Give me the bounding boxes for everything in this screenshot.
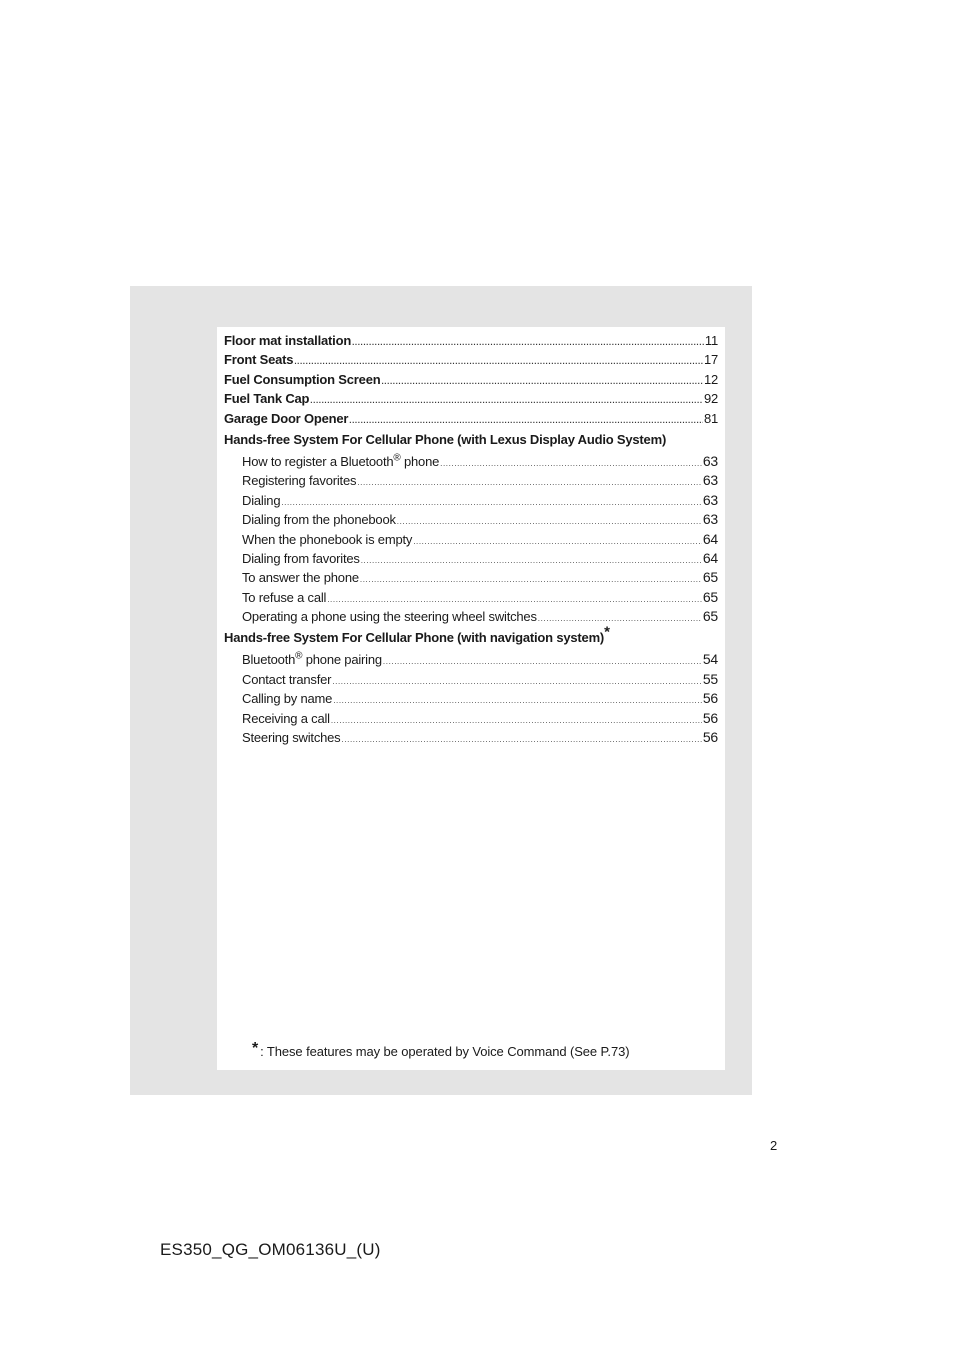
footnote-asterisk: * — [252, 1040, 259, 1057]
toc-subentry-page: 56 — [702, 709, 718, 726]
toc-section-heading[interactable]: Hands-free System For Cellular Phone (with navigation system)* — [224, 624, 610, 646]
toc-entry-page: 92 — [703, 391, 718, 407]
toc-subentry-label: Registering favorites — [242, 473, 357, 489]
toc-subentry[interactable] — [224, 531, 718, 550]
dot-leader — [349, 416, 703, 425]
toc-subentry-page: 65 — [702, 588, 718, 605]
toc-subentry-label: How to register a Bluetooth® phone — [242, 452, 440, 469]
toc-subentry-label: Steering switches — [242, 730, 341, 746]
toc-entry-label: Floor mat installation — [224, 333, 352, 348]
toc-subentry[interactable] — [224, 651, 718, 670]
dot-leader — [440, 459, 702, 468]
toc-subentry[interactable] — [224, 472, 718, 491]
toc-subentry-page: 65 — [702, 608, 718, 625]
toc-subentry-page: 63 — [702, 452, 718, 469]
toc-subentry-page: 63 — [702, 491, 718, 508]
toc-subentry[interactable] — [224, 511, 718, 530]
toc-subentry-label: Contact transfer — [242, 671, 332, 687]
toc-entry[interactable] — [224, 411, 718, 430]
dot-leader — [361, 556, 702, 565]
dot-leader — [381, 377, 702, 386]
toc-subentry-page: 63 — [702, 511, 718, 528]
toc-subentry-label: Operating a phone using the steering wheel switches — [242, 609, 537, 625]
toc-subentry-page: 63 — [702, 472, 718, 489]
toc-subentry[interactable] — [224, 710, 718, 729]
toc-subentry-page: 56 — [702, 690, 718, 707]
toc-subentry[interactable] — [224, 492, 718, 511]
toc-subentry-label: Dialing — [242, 492, 281, 508]
toc-subentry-label: Dialing from favorites — [242, 550, 360, 566]
toc-entry-label: Fuel Consumption Screen — [224, 371, 381, 387]
toc-subentry-label: Calling by name — [242, 691, 333, 707]
dot-leader — [383, 657, 702, 666]
toc-section-heading[interactable]: Hands-free System For Cellular Phone (with Lexus Display Audio System) — [224, 431, 667, 447]
toc-entry-page: 17 — [703, 352, 718, 368]
toc-subentry-page: 64 — [702, 549, 718, 566]
page-number: 2 — [770, 1138, 778, 1153]
toc-subentry-page: 56 — [702, 729, 718, 746]
dot-leader — [357, 478, 702, 487]
toc-subentry[interactable] — [224, 608, 718, 627]
dot-leader — [360, 575, 702, 584]
toc-subentry-label: To refuse a call — [242, 589, 327, 605]
toc-entry-label: Front Seats — [224, 352, 294, 368]
toc-subentry[interactable] — [224, 550, 718, 569]
toc-subentry[interactable] — [224, 589, 718, 608]
toc-entry-page: 81 — [703, 410, 718, 426]
registered-mark: ® — [295, 651, 303, 663]
toc-subentry-page: 65 — [702, 569, 718, 586]
toc-subentry-page: 55 — [702, 670, 718, 687]
footnote-text: : These features may be operated by Voice Command (See P.73) — [260, 1044, 630, 1059]
toc-subentry-label: When the phonebook is empty — [242, 531, 413, 547]
toc-subentry-label: To answer the phone — [242, 570, 359, 586]
toc-entry-label: Garage Door Opener — [224, 410, 349, 426]
toc-entry[interactable] — [224, 333, 718, 352]
toc-subentry-label: Dialing from the phonebook — [242, 512, 396, 528]
footnote — [252, 1040, 629, 1059]
dot-leader — [332, 677, 702, 686]
dot-leader — [352, 338, 704, 347]
registered-mark: ® — [393, 452, 401, 464]
voice-command-asterisk: * — [604, 624, 610, 642]
toc-subentry[interactable] — [224, 729, 718, 748]
document-code: ES350_QG_OM06136U_(U) — [160, 1240, 381, 1259]
toc-subentry[interactable] — [224, 569, 718, 588]
toc-subentry-label: Bluetooth® phone pairing — [242, 651, 382, 668]
toc-subentry-page: 64 — [702, 530, 718, 547]
toc-subentry[interactable] — [224, 671, 718, 690]
dot-leader — [331, 716, 702, 725]
dot-leader — [294, 357, 703, 366]
toc-subentry-page: 54 — [702, 651, 718, 668]
toc-entry[interactable] — [224, 352, 718, 371]
dot-leader — [341, 735, 701, 744]
toc-subentry[interactable] — [224, 690, 718, 709]
table-of-contents — [224, 333, 718, 748]
toc-entry[interactable] — [224, 372, 718, 391]
toc-entry-page: 12 — [703, 371, 718, 387]
dot-leader — [281, 498, 701, 507]
toc-subentry[interactable] — [224, 453, 718, 472]
dot-leader — [327, 595, 702, 604]
toc-entry-page: 11 — [704, 333, 718, 348]
dot-leader — [397, 517, 702, 526]
dot-leader — [413, 537, 702, 546]
dot-leader — [538, 614, 702, 623]
dot-leader — [333, 696, 702, 705]
toc-subentry-label: Receiving a call — [242, 710, 330, 726]
toc-entry-label: Fuel Tank Cap — [224, 391, 310, 407]
dot-leader — [310, 396, 703, 405]
toc-entry[interactable] — [224, 391, 718, 410]
